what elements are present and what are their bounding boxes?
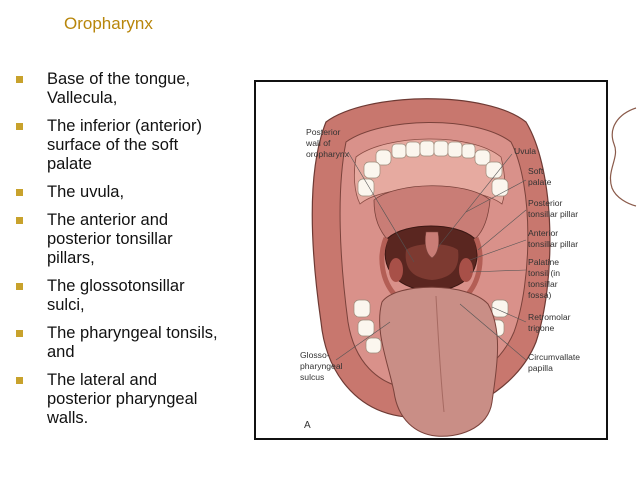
bullet-item xyxy=(14,211,254,268)
label-palatine-tonsil: Palatine tonsil (in tonsillar fossa) xyxy=(528,257,560,300)
bullet-line: pillars, xyxy=(47,249,95,267)
oral-cavity-figure xyxy=(254,80,608,440)
square-bullet-icon xyxy=(16,283,23,290)
bullet-item xyxy=(14,324,254,362)
bullet-item xyxy=(14,371,254,428)
label-posterior-tonsillar-pillar: Posterior tonsillar pillar xyxy=(528,198,579,219)
left-palatine-tonsil xyxy=(389,258,403,282)
bullet-line: The lateral and xyxy=(47,371,158,389)
bullet-line: posterior tonsillar xyxy=(47,230,173,248)
bullet-line: sulci, xyxy=(47,296,85,314)
square-bullet-icon xyxy=(16,189,23,196)
label-circumvallate-papilla: Circumvallate papilla xyxy=(528,352,581,373)
square-bullet-icon xyxy=(16,377,23,384)
square-bullet-icon xyxy=(16,330,23,337)
bullet-item xyxy=(14,277,254,315)
right-palatine-tonsil xyxy=(459,258,473,282)
bullet-list xyxy=(14,70,254,437)
bullet-line: palate xyxy=(47,155,92,173)
bullet-item xyxy=(14,70,254,108)
bullet-line: The anterior and xyxy=(47,211,169,229)
bullet-line: The inferior (anterior) xyxy=(47,117,202,135)
label-posterior-wall: Posterior wall of oropharynx xyxy=(306,127,349,159)
square-bullet-icon xyxy=(16,217,23,224)
bullet-line: and xyxy=(47,343,75,361)
figure-panel-letter: A xyxy=(304,420,311,431)
label-retromolar-trigone: Retromolar trigone xyxy=(528,312,571,333)
bullet-line: walls. xyxy=(47,409,89,427)
slide-title: Oropharynx xyxy=(64,14,153,33)
bullet-item xyxy=(14,117,254,174)
bullet-line: Base of the tongue, xyxy=(47,70,191,88)
bullet-line: posterior pharyngeal xyxy=(47,390,198,408)
label-glossopharyngeal-sulcus: Glosso-pharyngeal sulcus xyxy=(300,350,343,382)
bullet-line: Vallecula, xyxy=(47,89,118,107)
bullet-line: The glossotonsillar xyxy=(47,277,185,295)
square-bullet-icon xyxy=(16,76,23,83)
square-bullet-icon xyxy=(16,123,23,130)
bullet-line: The pharyngeal tonsils, xyxy=(47,324,218,342)
bullet-line: surface of the soft xyxy=(47,136,179,154)
mouth-illustration xyxy=(256,82,606,438)
label-anterior-tonsillar-pillar: Anterior tonsillar pillar xyxy=(528,228,579,249)
bullet-line: The uvula, xyxy=(47,183,125,201)
label-soft-palate: Soft palate xyxy=(528,166,552,187)
bullet-item xyxy=(14,183,254,202)
label-uvula: Uvula xyxy=(514,146,536,156)
